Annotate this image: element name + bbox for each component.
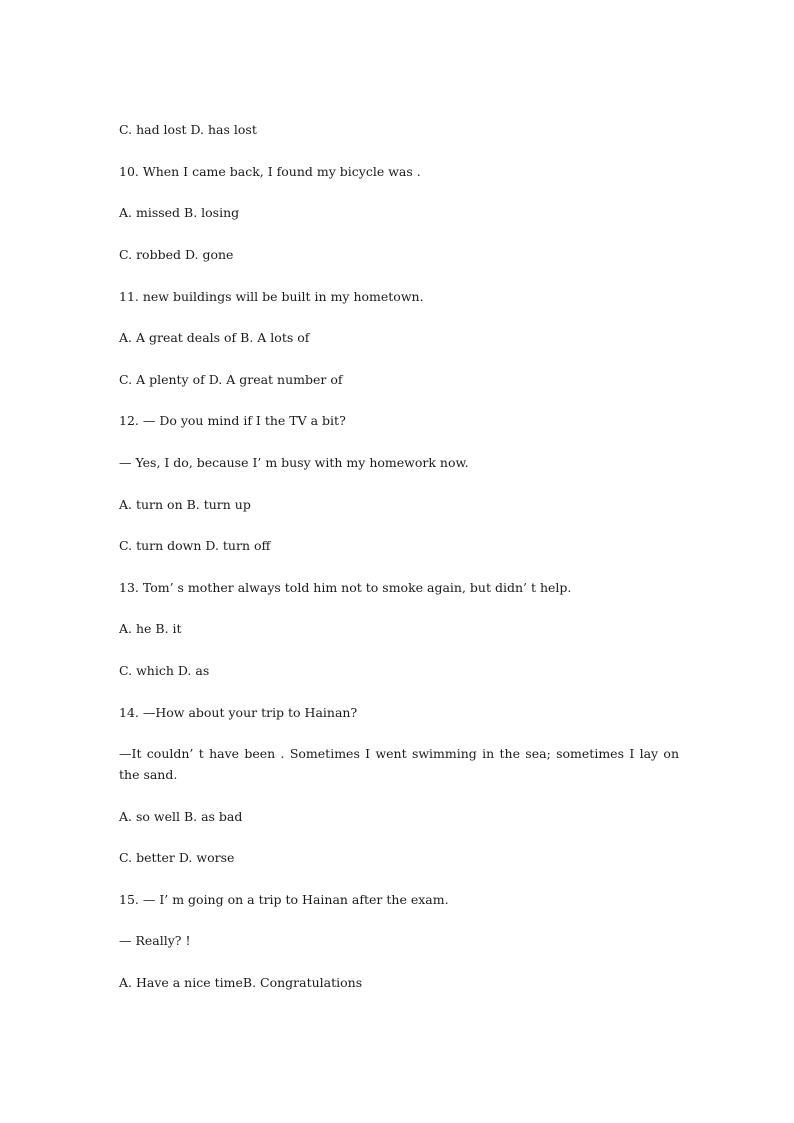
question-line: 11. new buildings will be built in my hometown. — [119, 289, 424, 304]
question-line: 14. —How about your trip to Hainan? — [119, 705, 358, 720]
option-line: C. better D. worse — [119, 850, 235, 865]
option-line: C. turn down D. turn off — [119, 538, 271, 553]
option-line: A. he B. it — [119, 621, 182, 636]
option-line: A. A great deals of B. A lots of — [119, 330, 310, 345]
question-line: 13. Tom’ s mother always told him not to smoke again, but didn’ t help. — [119, 580, 572, 595]
option-line: C. which D. as — [119, 663, 210, 678]
question-line: 10. When I came back, I found my bicycle was . — [119, 164, 421, 179]
option-line: A. missed B. losing — [119, 205, 240, 220]
option-line: C. robbed D. gone — [119, 247, 234, 262]
option-line: A. turn on B. turn up — [119, 497, 251, 512]
option-line: C. A plenty of D. A great number of — [119, 372, 343, 387]
option-line: A. Have a nice timeB. Congratulations — [119, 975, 363, 990]
question-line: 12. — Do you mind if I the TV a bit? — [119, 413, 346, 428]
dialogue-line: — Yes, I do, because I’ m busy with my homework now. — [119, 455, 469, 470]
dialogue-line: —It couldn’ t have been . Sometimes I went swimming in the sea; sometimes I lay on the sand. — [119, 746, 679, 782]
question-line: 15. — I’ m going on a trip to Hainan after the exam. — [119, 892, 449, 907]
dialogue-line: — Really? ! — [119, 933, 191, 948]
option-line: C. had lost D. has lost — [119, 122, 257, 137]
option-line: A. so well B. as bad — [119, 809, 243, 824]
